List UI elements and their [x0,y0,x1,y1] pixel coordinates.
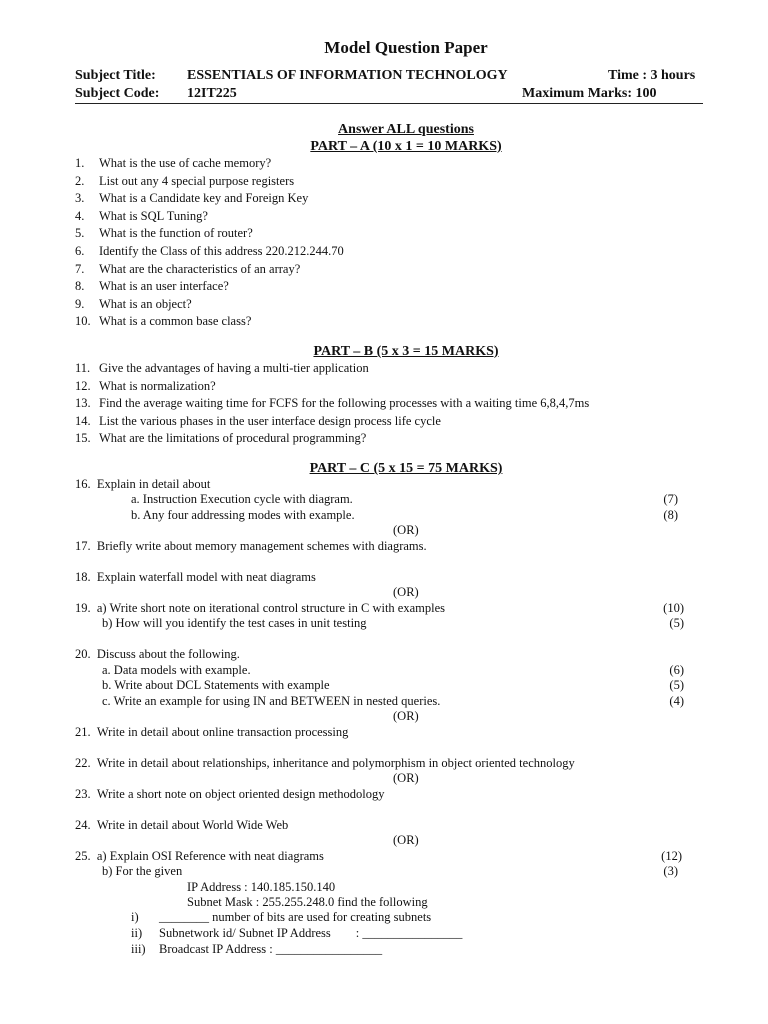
q16: 16. Explain in detail about [75,477,211,491]
page-title: Model Question Paper [324,38,488,57]
list-item: 3. What is a Candidate key and Foreign Key [75,191,309,206]
list-item: 14. List the various phases in the user interface design process life cycle [75,413,441,428]
q20: 20. Discuss about the following. [75,647,240,661]
list-item: 11. Give the advantages of having a multi-tier application [75,361,369,375]
or-separator: (OR) [393,523,419,537]
ip-address: IP Address : 140.185.150.140 [187,880,336,894]
subject-title: ESSENTIALS OF INFORMATION TECHNOLOGY [187,68,508,83]
or-separator: (OR) [393,833,419,847]
sub-i: ________ number of bits are used for creating subnets [159,910,432,924]
list-item: 10. What is a common base class? [75,314,252,329]
list-item: 12. What is normalization? [75,378,216,393]
q23: 23. Write a short note on object oriented design methodology [75,787,385,801]
q20a-marks: (6) [669,663,684,677]
q20b-marks: (5) [669,678,684,692]
list-item: 6. Identify the Class of this address 220.212.244.70 [75,243,344,258]
part-b-heading: PART – B (5 x 3 = 15 MARKS) [313,344,499,359]
part-a-heading: PART – A (10 x 1 = 10 MARKS) [310,139,502,154]
list-item: 8. What is an user interface? [75,279,229,294]
q22: 22. Write in detail about relationships, inheritance and polymorphism in object oriented technology [75,756,575,770]
q19b: b) How will you identify the test cases in unit testing [102,616,367,630]
header-divider [75,103,703,104]
sub-iii-num: iii) [131,942,146,956]
q25b: b) For the given [102,864,183,878]
sub-iii: Broadcast IP Address : _________________ [159,942,383,956]
part-b-list [75,360,589,448]
list-item: 9. What is an object? [75,296,192,311]
part-a-list [75,155,344,331]
q16b: b. Any four addressing modes with example. [131,508,355,522]
q19a-marks: (10) [663,601,684,615]
q25b-marks: (3) [663,864,678,878]
list-item: 2. List out any 4 special purpose registers [75,173,295,188]
q17: 17. Briefly write about memory management schemes with diagrams. [75,539,427,553]
q18: 18. Explain waterfall model with neat diagrams [75,570,316,584]
q21: 21. Write in detail about online transaction processing [75,725,349,739]
q16b-marks: (8) [663,508,678,522]
max-marks: Maximum Marks: 100 [522,86,657,101]
list-item: 5. What is the function of router? [75,226,253,241]
q19a: 19. a) Write short note on iterational control structure in C with examples [75,601,446,615]
sub-ii: Subnetwork id/ Subnet IP Address : ________________ [159,926,463,940]
part-c-heading: PART – C (5 x 15 = 75 MARKS) [309,461,503,476]
or-separator: (OR) [393,585,419,599]
or-separator: (OR) [393,771,419,785]
q16a: a. Instruction Execution cycle with diagram. [131,492,353,506]
list-item: 13. Find the average waiting time for FCFS for the following processes with a waiting time 6,8,4,7ms [75,396,590,411]
q20b: b. Write about DCL Statements with example [102,678,330,692]
q25a-marks: (12) [661,849,682,863]
list-item: 4. What is SQL Tuning? [75,208,208,223]
q16a-marks: (7) [663,492,678,506]
q20c: c. Write an example for using IN and BETWEEN in nested queries. [102,694,441,708]
instruction: Answer ALL questions [338,122,474,137]
q20a: a. Data models with example. [102,663,251,677]
sub-ii-num: ii) [131,926,143,940]
list-item: 7. What are the characteristics of an array? [75,261,301,276]
list-item: 15. What are the limitations of procedural programming? [75,431,367,446]
subject-code-label: Subject Code: [75,86,160,101]
subnet-mask: Subnet Mask : 255.255.248.0 find the following [187,895,428,909]
q20c-marks: (4) [669,694,684,708]
subject-code: 12IT225 [187,86,237,101]
sub-i-num: i) [131,910,139,924]
subject-title-label: Subject Title: [75,68,156,83]
list-item: 1. What is the use of cache memory? [75,156,272,170]
q24: 24. Write in detail about World Wide Web [75,818,289,832]
q19b-marks: (5) [669,616,684,630]
exam-time: Time : 3 hours [608,68,696,83]
q25a: 25. a) Explain OSI Reference with neat diagrams [75,849,324,863]
or-separator: (OR) [393,709,419,723]
